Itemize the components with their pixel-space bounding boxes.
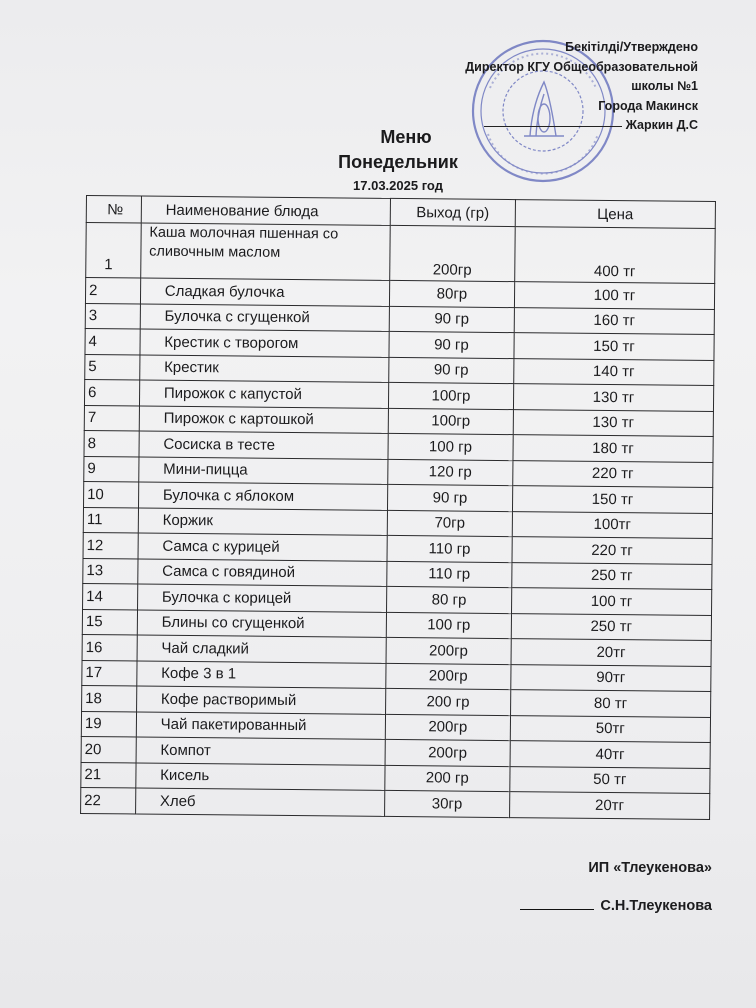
row-number: 21 xyxy=(81,762,136,788)
approval-position: Директор КГУ Общеобразовательной xyxy=(465,59,698,74)
approval-block xyxy=(465,38,698,136)
dish-name: Компот xyxy=(136,737,385,765)
dish-price: 130 тг xyxy=(513,409,713,436)
dish-output: 110 гр xyxy=(387,535,512,562)
dish-name: Самса с курицей xyxy=(138,533,387,561)
dish-price: 50тг xyxy=(510,715,710,742)
dish-name: Самса с говядиной xyxy=(138,559,387,587)
dish-price: 220 тг xyxy=(512,537,712,564)
dish-output: 90 гр xyxy=(389,357,514,384)
signer-name: С.Н.Тлеукенова xyxy=(600,898,712,914)
dish-name: Пирожок с капустой xyxy=(139,380,388,408)
row-number: 4 xyxy=(85,328,140,354)
menu-date: 17.03.2025 год xyxy=(353,178,443,193)
dish-output: 200 гр xyxy=(385,765,510,792)
dish-output: 100 гр xyxy=(386,612,511,639)
dish-price: 20тг xyxy=(509,792,709,819)
row-number: 5 xyxy=(85,354,140,380)
dish-name: Крестик с творогом xyxy=(140,329,389,357)
dish-price: 150 тг xyxy=(512,486,712,513)
column-header-output: Выход (гр) xyxy=(390,198,515,226)
dish-output: 80гр xyxy=(389,280,514,307)
row-number: 18 xyxy=(82,685,137,711)
table-row xyxy=(86,223,715,284)
dish-price: 100тг xyxy=(512,511,712,538)
row-number: 15 xyxy=(82,609,137,635)
row-number: 22 xyxy=(81,787,136,813)
row-number: 7 xyxy=(84,405,139,431)
column-header-dish: Наименование блюда xyxy=(141,196,390,225)
menu-table xyxy=(80,195,716,820)
dish-name: Крестик xyxy=(139,355,388,383)
row-number: 3 xyxy=(85,303,140,329)
signature-line xyxy=(520,909,594,910)
dish-output: 200гр xyxy=(386,637,511,664)
dish-name: Чай пакетированный xyxy=(136,712,385,740)
dish-output: 200 гр xyxy=(385,688,510,715)
dish-output: 90 гр xyxy=(389,331,514,358)
approval-school: школы №1 xyxy=(631,79,698,93)
dish-name: Каша молочная пшенная со сливочным маслом xyxy=(140,223,390,280)
dish-price: 400 тг xyxy=(514,227,715,284)
menu-day: Понедельник xyxy=(338,152,458,172)
dish-name: Сладкая булочка xyxy=(140,278,389,306)
column-header-price: Цена xyxy=(515,200,715,229)
company-name: ИП «Тлеукенова» xyxy=(588,860,712,876)
dish-price: 130 тг xyxy=(513,384,713,411)
dish-output: 200гр xyxy=(390,225,515,281)
dish-name: Хлеб xyxy=(135,788,384,816)
dish-price: 150 тг xyxy=(514,333,714,360)
dish-output: 90 гр xyxy=(389,306,514,333)
dish-name: Булочка с корицей xyxy=(137,584,386,612)
approval-director: Жаркин Д.С xyxy=(625,118,698,132)
dish-output: 110 гр xyxy=(387,561,512,588)
row-number: 17 xyxy=(82,660,137,686)
dish-price: 100 тг xyxy=(514,282,714,309)
dish-price: 40тг xyxy=(510,741,710,768)
menu-title: Меню xyxy=(380,127,432,147)
column-header-number: № xyxy=(86,196,141,224)
dish-output: 80 гр xyxy=(386,586,511,613)
dish-output: 120 гр xyxy=(388,459,513,486)
dish-price: 220 тг xyxy=(513,460,713,487)
dish-output: 200гр xyxy=(385,714,510,741)
dish-name: Кофе растворимый xyxy=(136,686,385,714)
dish-output: 100гр xyxy=(388,382,513,409)
row-number: 9 xyxy=(84,456,139,482)
dish-price: 180 тг xyxy=(513,435,713,462)
dish-price: 250 тг xyxy=(512,562,712,589)
dish-price: 80 тг xyxy=(510,690,710,717)
dish-name: Сосиска в тесте xyxy=(139,431,388,459)
dish-price: 20тг xyxy=(511,639,711,666)
dish-name: Булочка с яблоком xyxy=(138,482,387,510)
row-number: 19 xyxy=(81,711,136,737)
dish-price: 90тг xyxy=(511,664,711,691)
dish-price: 250 тг xyxy=(511,613,711,640)
row-number: 12 xyxy=(83,532,138,558)
dish-price: 100 тг xyxy=(511,588,711,615)
menu-table-body xyxy=(81,223,716,820)
dish-price: 140 тг xyxy=(514,358,714,385)
dish-name: Коржик xyxy=(138,508,387,536)
approval-city: Города Макинск xyxy=(598,98,698,113)
row-number: 11 xyxy=(83,507,138,533)
dish-output: 200гр xyxy=(385,739,510,766)
dish-name: Булочка с сгущенкой xyxy=(140,304,389,332)
signature-block xyxy=(520,849,712,925)
dish-name: Блины со сгущенкой xyxy=(137,610,386,638)
dish-output: 100 гр xyxy=(388,433,513,460)
dish-output: 100гр xyxy=(388,408,513,435)
row-number: 6 xyxy=(84,379,139,405)
row-number: 8 xyxy=(84,430,139,456)
dish-price: 160 тг xyxy=(514,307,714,334)
row-number: 13 xyxy=(83,558,138,584)
dish-name: Чай сладкий xyxy=(137,635,386,663)
dish-name: Кофе 3 в 1 xyxy=(137,661,386,689)
row-number: 2 xyxy=(85,278,140,304)
dish-name: Мини-пицца xyxy=(139,457,388,485)
dish-price: 50 тг xyxy=(510,766,710,793)
approval-status: Бекітілді/Утверждено xyxy=(565,40,698,54)
row-number: 16 xyxy=(82,634,137,660)
dish-name: Пирожок с картошкой xyxy=(139,406,388,434)
dish-output: 200гр xyxy=(386,663,511,690)
dish-output: 70гр xyxy=(387,510,512,537)
dish-name: Кисель xyxy=(136,763,385,791)
dish-output: 30гр xyxy=(385,790,510,817)
row-number: 1 xyxy=(86,223,141,279)
row-number: 10 xyxy=(84,481,139,507)
dish-output: 90 гр xyxy=(387,484,512,511)
table-row xyxy=(81,787,710,819)
row-number: 20 xyxy=(81,736,136,762)
row-number: 14 xyxy=(83,583,138,609)
